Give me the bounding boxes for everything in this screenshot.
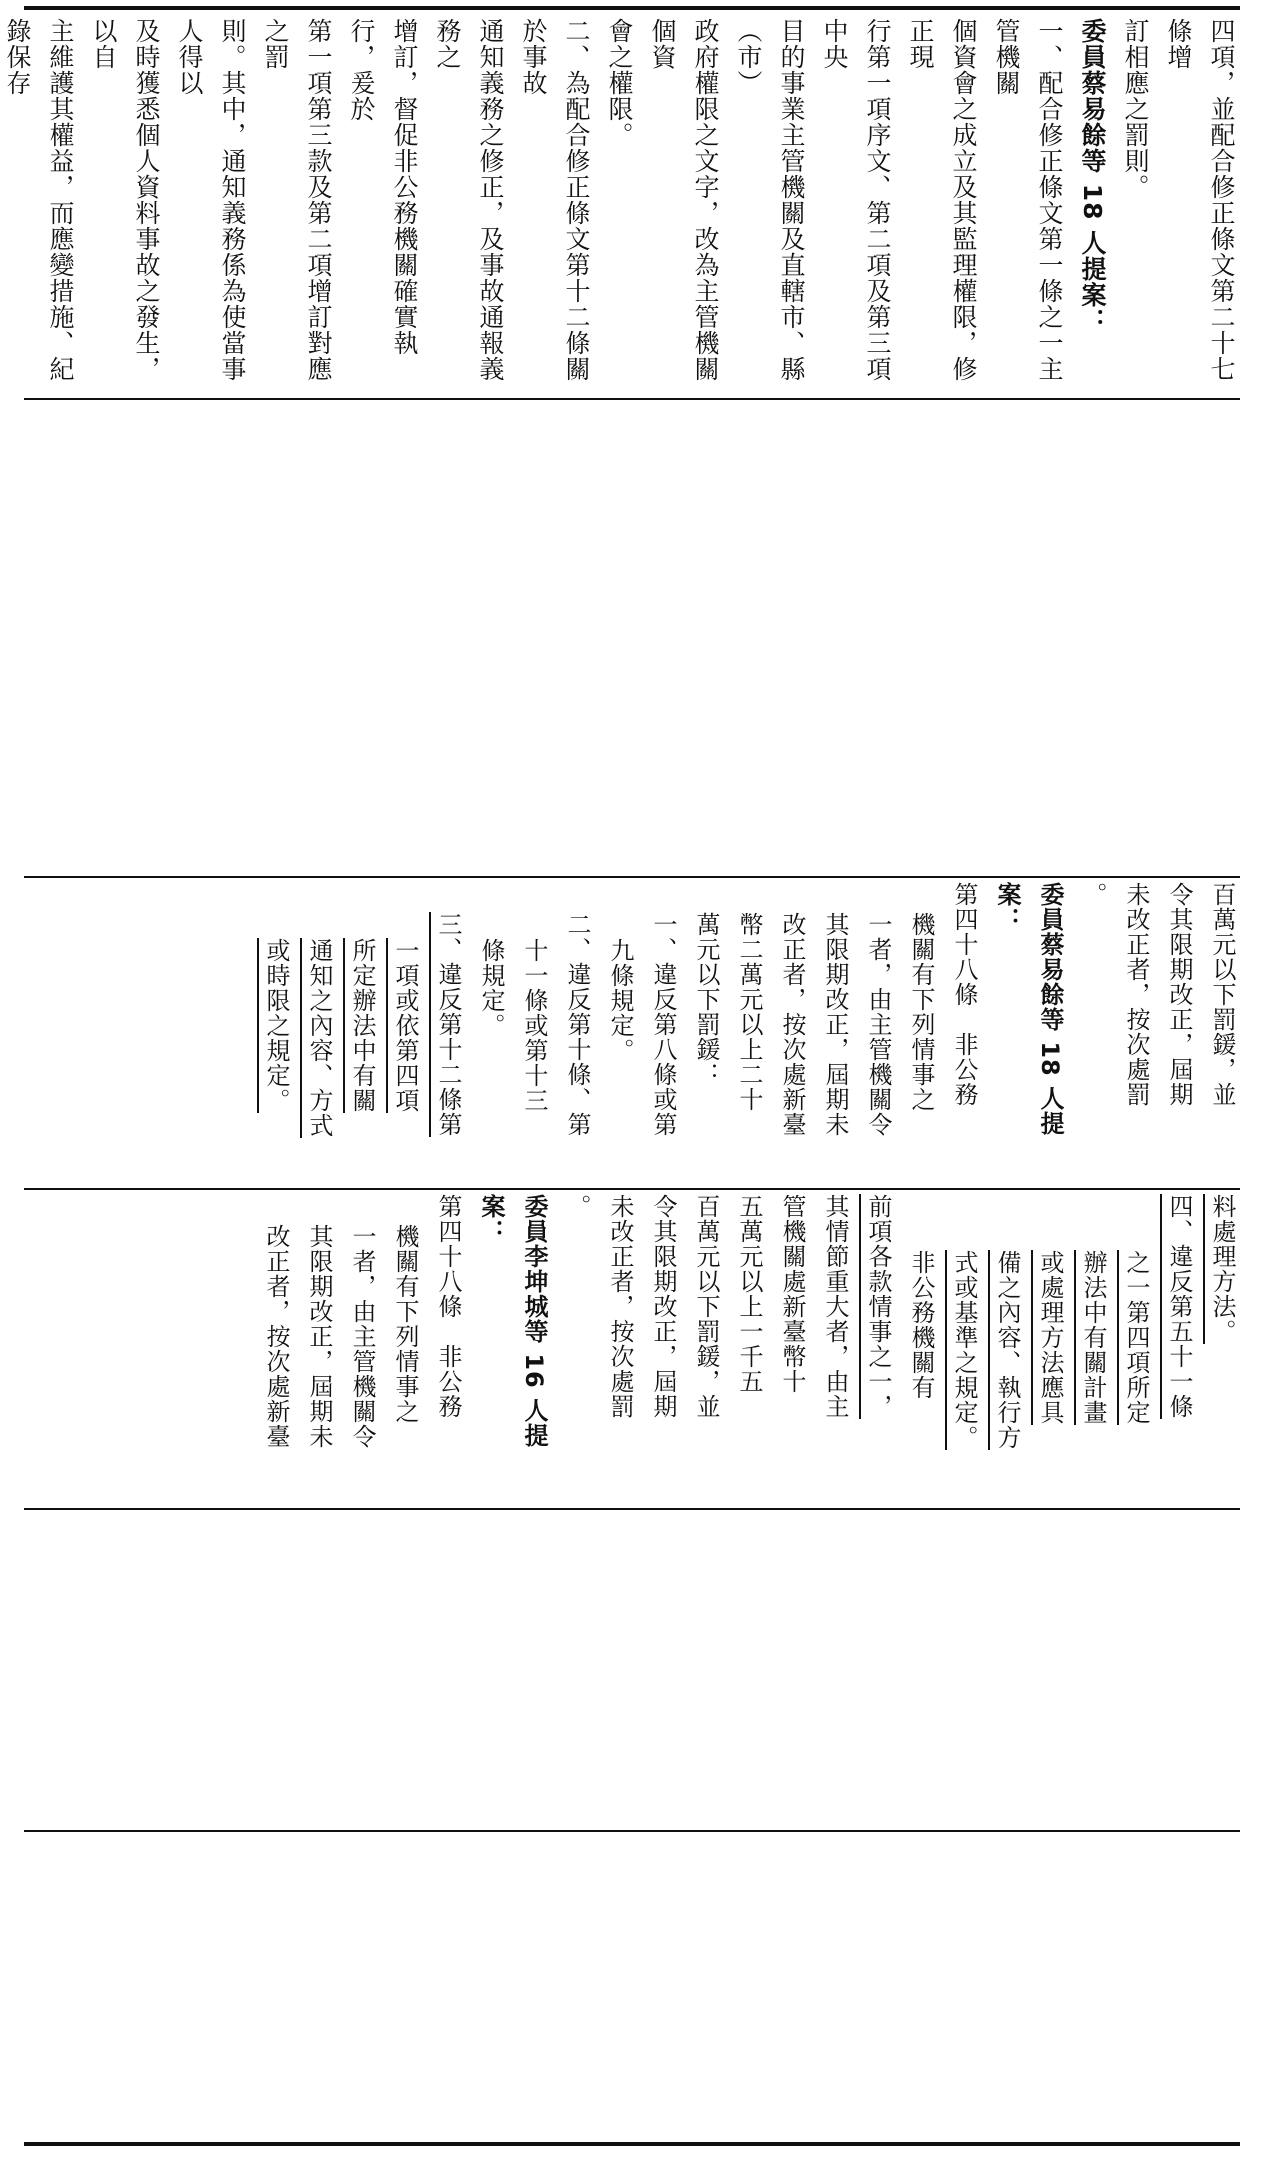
section_middle-line: 一項或依第四項 [391, 938, 419, 1113]
section_top-line: 委員蔡易餘等 18 人提案： [1078, 18, 1107, 335]
section_top-line: 一、配合修正條文第一條之一主管機關 [992, 18, 1064, 382]
section_bottom-line: 未改正者，按次處罰 [606, 1194, 634, 1419]
section_top-line: 第一項第三款及第二項增訂對應之罰 [261, 18, 333, 382]
section_top-line: 會之權限。 [605, 18, 634, 148]
section_bottom-line: 一者，由主管機關令 [348, 1224, 376, 1449]
section_bottom-line: 辦法中有關計畫 [1079, 1250, 1107, 1425]
section_middle-line: 改正者，按次處新臺 [778, 912, 806, 1137]
section_bottom-line: 管機關處新臺幣十 [778, 1194, 806, 1394]
section_bottom-line: 委員李坤城等 16 人提 [520, 1194, 548, 1449]
explanation-column-top [3, 18, 1243, 390]
section-divider-5 [24, 1830, 1240, 1832]
section_middle-line: 一者，由主管機關令 [864, 912, 892, 1137]
section_bottom-line: 百萬元以下罰鍰，並 [692, 1194, 720, 1419]
section_middle-line: 機關有下列情事之 [907, 912, 935, 1112]
section_middle-line: 其限期改正，屆期未 [821, 912, 849, 1137]
section_middle-line: 十一條或第十三 [520, 938, 548, 1113]
section_bottom-line: 機關有下列情事之 [391, 1224, 419, 1424]
proposal-column-middle [38, 882, 1243, 1184]
top-rule [24, 6, 1240, 10]
section_middle-line: 委員蔡易餘等 18 人提 [1036, 882, 1064, 1137]
section_middle-line: 九條規定。 [606, 938, 634, 1063]
section_top-line: 訂相應之罰則。 [1121, 18, 1150, 200]
section_middle-line: 三、違反第十二條第 [434, 912, 462, 1137]
section_middle-line: 所定辦法中有關 [348, 938, 376, 1113]
section_bottom-line: 或處理方法應具 [1036, 1250, 1064, 1425]
section_middle-line: 萬元以下罰鍰： [692, 912, 720, 1087]
section_bottom-line: 備之內容、執行方 [993, 1250, 1021, 1450]
section_bottom-line: 第四十八條 非公務 [434, 1194, 462, 1419]
section_middle-line: 案： [993, 882, 1021, 932]
section_top-line: 及時獲悉個人資料事故之發生，以自 [89, 18, 161, 382]
section_bottom-line: 令其限期改正，屆期 [649, 1194, 677, 1419]
section_top-line: 增訂，督促非公務機關確實執行，爰於 [347, 18, 419, 356]
section_bottom-line: 非公務機關有 [907, 1250, 935, 1400]
section_middle-line: 條規定。 [477, 938, 505, 1038]
section-divider-3 [24, 1188, 1240, 1190]
section_top-line: 主維護其權益，而應變措施、紀錄保存 [3, 18, 75, 382]
section-divider-1 [24, 398, 1240, 400]
section_top-line: 通知義務之修正，及事故通報義務之 [433, 18, 505, 382]
section_bottom-line: 其限期改正，屆期未 [305, 1224, 333, 1449]
proposal-column-bottom [38, 1194, 1243, 1504]
section_top-line: 目的事業主管機關及直轄市、縣（市） [734, 18, 806, 382]
section-divider-4 [24, 1508, 1240, 1510]
bottom-rule [24, 2142, 1240, 2146]
section_middle-line: 百萬元以下罰鍰，並 [1208, 882, 1236, 1107]
section_bottom-line: 五萬元以上一千五 [735, 1194, 763, 1394]
section_middle-line: 或時限之規定。 [262, 938, 290, 1113]
section_middle-line: 令其限期改正，屆期 [1165, 882, 1193, 1107]
section_middle-line: 第四十八條 非公務 [950, 882, 978, 1107]
section_top-line: 個資會之成立及其監理權限，修正現 [906, 18, 978, 382]
section_bottom-line: 料處理方法。 [1208, 1194, 1236, 1344]
section_top-line: 四項，並配合修正條文第二十七條增 [1164, 18, 1236, 382]
section_middle-line: 二、違反第十條、第 [563, 912, 591, 1137]
section_middle-line: 未改正者，按次處罰 [1122, 882, 1150, 1107]
section_bottom-line: 改正者，按次處新臺 [262, 1224, 290, 1449]
section_bottom-line: 案： [477, 1194, 505, 1244]
section_middle-line: 。 [1079, 882, 1107, 907]
section_middle-line: 通知之內容、方式 [305, 938, 333, 1138]
section_middle-line: 一、違反第八條或第 [649, 912, 677, 1137]
section_top-line: 二、為配合修正條文第十二條關於事故 [519, 18, 591, 382]
section_middle-line: 幣二萬元以上二十 [735, 912, 763, 1112]
section_bottom-line: 前項各款情事之一， [864, 1194, 892, 1419]
section_bottom-line: 。 [563, 1194, 591, 1219]
section_bottom-line: 其情節重大者，由主 [821, 1194, 849, 1419]
section_top-line: 則。其中，通知義務係為使當事人得以 [175, 18, 247, 382]
section_top-line: 政府權限之文字，改為主管機關個資 [648, 18, 720, 382]
section_bottom-line: 式或基準之規定。 [950, 1250, 978, 1450]
section_top-line: 行第一項序文、第二項及第三項中央 [820, 18, 892, 382]
section-divider-2 [24, 876, 1240, 878]
section_bottom-line: 四、違反第五十一條 [1165, 1194, 1193, 1419]
section_bottom-line: 之一第四項所定 [1122, 1250, 1150, 1425]
